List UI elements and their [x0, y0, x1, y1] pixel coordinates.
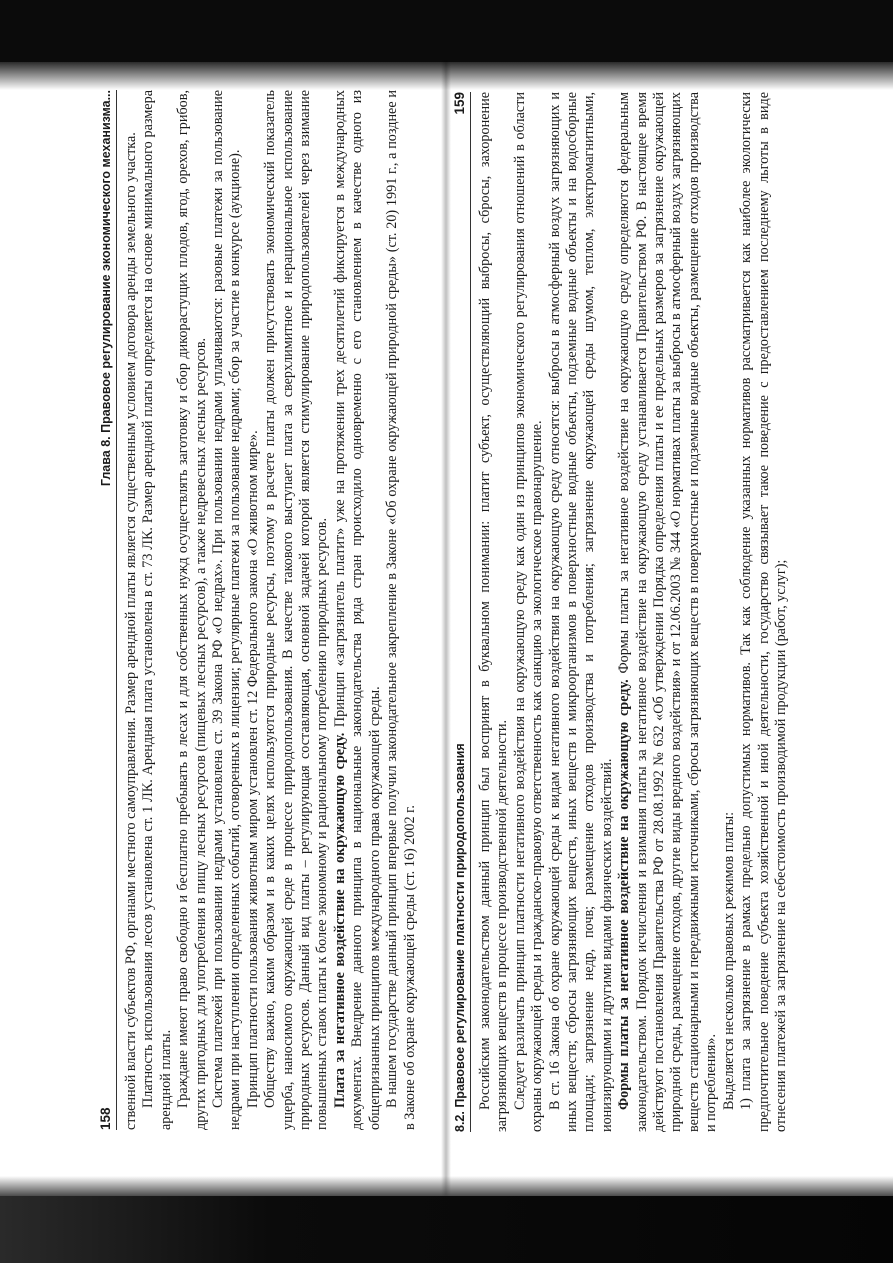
- paragraph-text: В нашем государстве данный принцип впервые получил законодательное закрепление в Законе «Об охране окружающей природной среды» (ст. 20) 1991 г., а позднее и в Законе об охране окружающей среды (ст. 16) 2002 г.: [384, 90, 418, 1130]
- paragraph: [123, 90, 140, 1130]
- right-page: [452, 92, 802, 1132]
- paragraph-text: Граждане имеют право свободно и бесплатно пребывать в лесах и для собственных нужд осуществлять заготовку и сбор дикорастущих плодов, ягод, орехов, грибов, других пригодных для употребления в пищу лесных ресурсов (пищевых лесных ресурсов), а также недревесных лесных ресурсов.: [175, 90, 209, 1130]
- paragraph: [477, 92, 512, 1132]
- paragraph: [245, 90, 262, 1130]
- paragraph: [384, 90, 419, 1130]
- right-page-body: [477, 92, 790, 1132]
- scan-top-shadow: [0, 0, 893, 62]
- paragraph: [140, 90, 175, 1130]
- paragraph-text: 1) плата за загрязнение в рамках предельно допустимых нормативов. Так как соблюдение указанных нормативов рассматривается как наиболее экологически предпочтительное поведение субъекта хозяйственной и иной деятельности, государство связывает такое поведение с предоставлением последнему льготы в виде отнесения платежей за загрязнение на себестоимость производимой продукции (работ, услуг);: [738, 92, 789, 1132]
- paragraph: [262, 90, 332, 1130]
- left-page: [98, 90, 428, 1130]
- left-running-head: [98, 90, 117, 1130]
- paragraph-text: Следует различать принцип платности негативного воздействия на окружающую среду как один из принципов экономического регулирования отношений в области охраны окружающей среды и гражданско-правовую ответственность как санкцию за экологическое правонарушение.: [511, 92, 546, 1132]
- right-running-head-title: 8.2. Правовое регулирование платности природопользования: [453, 743, 467, 1132]
- scan-bottom-shadow: [0, 1196, 893, 1263]
- paragraph: [175, 90, 210, 1130]
- right-page-number: 159: [452, 92, 467, 115]
- paragraph: [738, 92, 790, 1132]
- left-page-number: 158: [98, 1107, 113, 1130]
- paragraph-text: Система платежей при пользовании недрами установлена ст. 39 Закона РФ «О недрах». При пользовании недрами уплачиваются: разовые платежи за пользование недрами при наступлении определенных событий, оговоренных в лицензии; регулярные платежи за пользование недрами; сбор за участие в конкурсе (аукционе).: [210, 90, 244, 1130]
- left-running-head-title: Глава 8. Правовое регулирование экономического механизма...: [99, 90, 113, 487]
- right-running-head: [452, 92, 471, 1132]
- paragraph: [616, 92, 720, 1132]
- left-page-body: [123, 90, 419, 1130]
- paragraph-bold-lead: Плата за негативное воздействие на окружающую среду.: [331, 732, 348, 1108]
- paragraph: [721, 92, 738, 1132]
- paragraph-text: Российским законодательством данный принцип был воспринят в буквальном понимании: платит субъект, осуществляющий выбросы, сбросы, захоронение загрязняющих веществ в процессе производственной деятельности.: [477, 92, 511, 1132]
- paragraph-text: ственной власти субъектов РФ, органами местного самоуправления. Размер арендной платы является существенным условием договора аренды земельного участка.: [123, 132, 139, 1130]
- paragraph-text: Платность использования лесов установлена ст. 1 ЛК. Арендная плата установлена в ст. 73 ЛК. Размер арендной платы определяется на основе минимального размера арендной платы.: [140, 90, 174, 1130]
- paragraph-bold-lead: Формы платы за негативное воздействие на окружающую среду.: [616, 679, 633, 1110]
- paragraph: [210, 90, 245, 1130]
- paragraph-text: Обществу важно, каким образом и в каких целях используются природные ресурсы, поэтому в расчете платы должен присутствовать экономический показатель ущерба, наносимого окружающей среде в процессе природопользования. В качестве такового выступает плата за сверхлимитное и нерациональное использование природных ресурсов. Данный вид платы – регулирующая составляющая, основной задачей которой является стимулирование природопользователей через взимание повышенных ставок платы к более экономному и рациональному потреблению природных ресурсов.: [262, 90, 331, 1130]
- paragraph-text: Принцип платности пользования животным миром установлен ст. 12 Федерального закона «О животном мире».: [244, 430, 261, 1108]
- paragraph-text: В ст. 16 Закона об охране окружающей среды к видам негативного воздействия на окружающую среду относятся: выбросы в атмосферный воздух загрязняющих и иных веществ; сбросы загрязняющих веществ, иных веществ и микроорганизмов в поверхностные водные объекты, подземные водные объекты и на водосборные площади; загрязнение недр, почв; размещение отходов производства и потребления; загрязнение окружающей среды шумом, теплом, электромагнитными, ионизирующими и другими видами физических воздействий.: [546, 92, 615, 1132]
- paragraph-text: Принцип «загрязнитель платит» уже на протяжении трех десятилетий фиксируется в международных документах. Внедрение данного принципа в национальные законодательства ряда стран происходило одновременно с его становлением в качестве одного из общепризнанных принципов международного права окружающей среды.: [331, 90, 383, 1130]
- paragraph: [332, 90, 384, 1130]
- book-spine: [441, 60, 451, 1200]
- paragraph: [512, 92, 547, 1132]
- paragraph-text: Выделяется несколько правовых режимов платы:: [720, 811, 737, 1110]
- paragraph-text: Формы платы за негативное воздействие на окружающую среду определяются федеральным законодательством. Порядок исчисления и взимания платы за негативное воздействие на окружающую среду устанавливается Правительством РФ. В настоящее время действуют постановления Правительства РФ от 28.08.1992 № 632 «Об утверждении Порядка определения платы и ее предельных размеров за загрязнение окружающей природной среды, размещение отходов, другие виды вредного воздействия» и от 12.06.2003 № 344 «О нормативах платы за выбросы в атмосферный воздух загрязняющих веществ стационарными и передвижными источниками, сбросы загрязняющих веществ в поверхностные и подземные водные объекты, размещение отходов производства и потребления».: [616, 92, 720, 1132]
- scan-bottom-fade: [0, 1176, 893, 1198]
- paragraph: [547, 92, 617, 1132]
